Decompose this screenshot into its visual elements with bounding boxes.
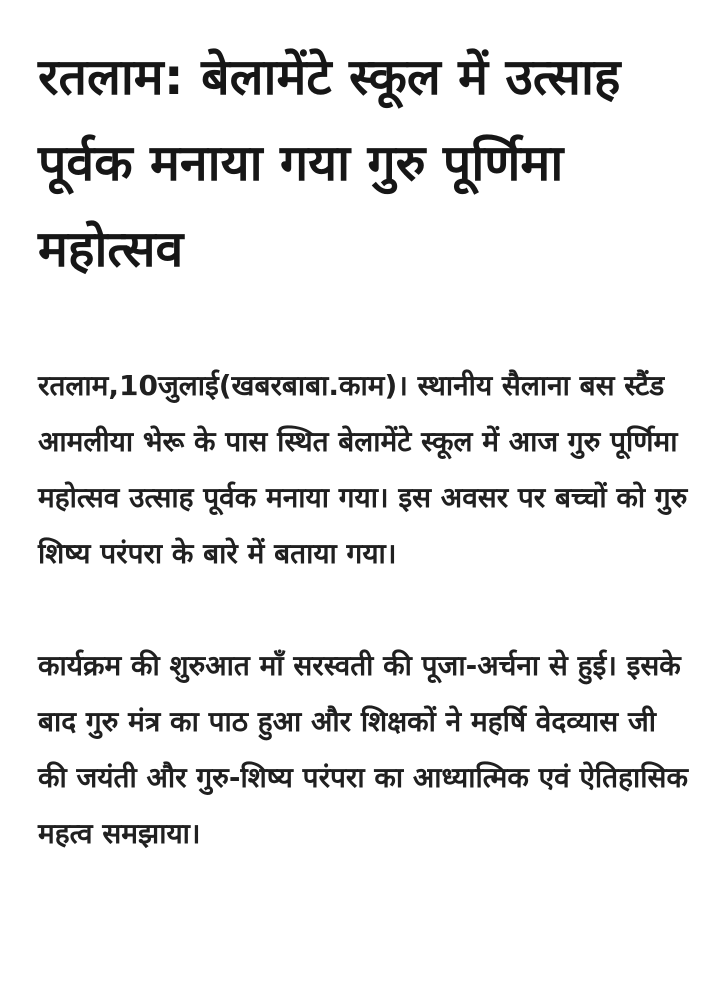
article-paragraph-1: रतलाम,10जुलाई(खबरबाबा.काम)। स्थानीय सैलाना बस स्टैंड आमलीया भेरू के पास स्थित बेलामेंटे स्कूल में आज गुरु पूर्णिमा महोत्सव उत्साह पूर्वक मनाया गया। इस अवसर पर बच्चों को गुरु शिष्य परंपरा के बारे में बताया गया। — [38, 369, 688, 570]
article-headline: रतलाम: बेलामेंटे स्कूल में उत्साह पूर्वक मनाया गया गुरु पूर्णिमा महोत्सव — [38, 48, 621, 278]
article-paragraph-2: कार्यक्रम की शुरुआत माँ सरस्वती की पूजा-अर्चना से हुई। इसके बाद गुरु मंत्र का पाठ हुआ और शिक्षकों ने महर्षि वेदव्यास जी की जयंती और गुरु-शिष्य परंपरा का आध्यात्मिक एवं ऐतिहासिक महत्व समझाया। — [38, 649, 688, 850]
news-article — [38, 34, 688, 862]
